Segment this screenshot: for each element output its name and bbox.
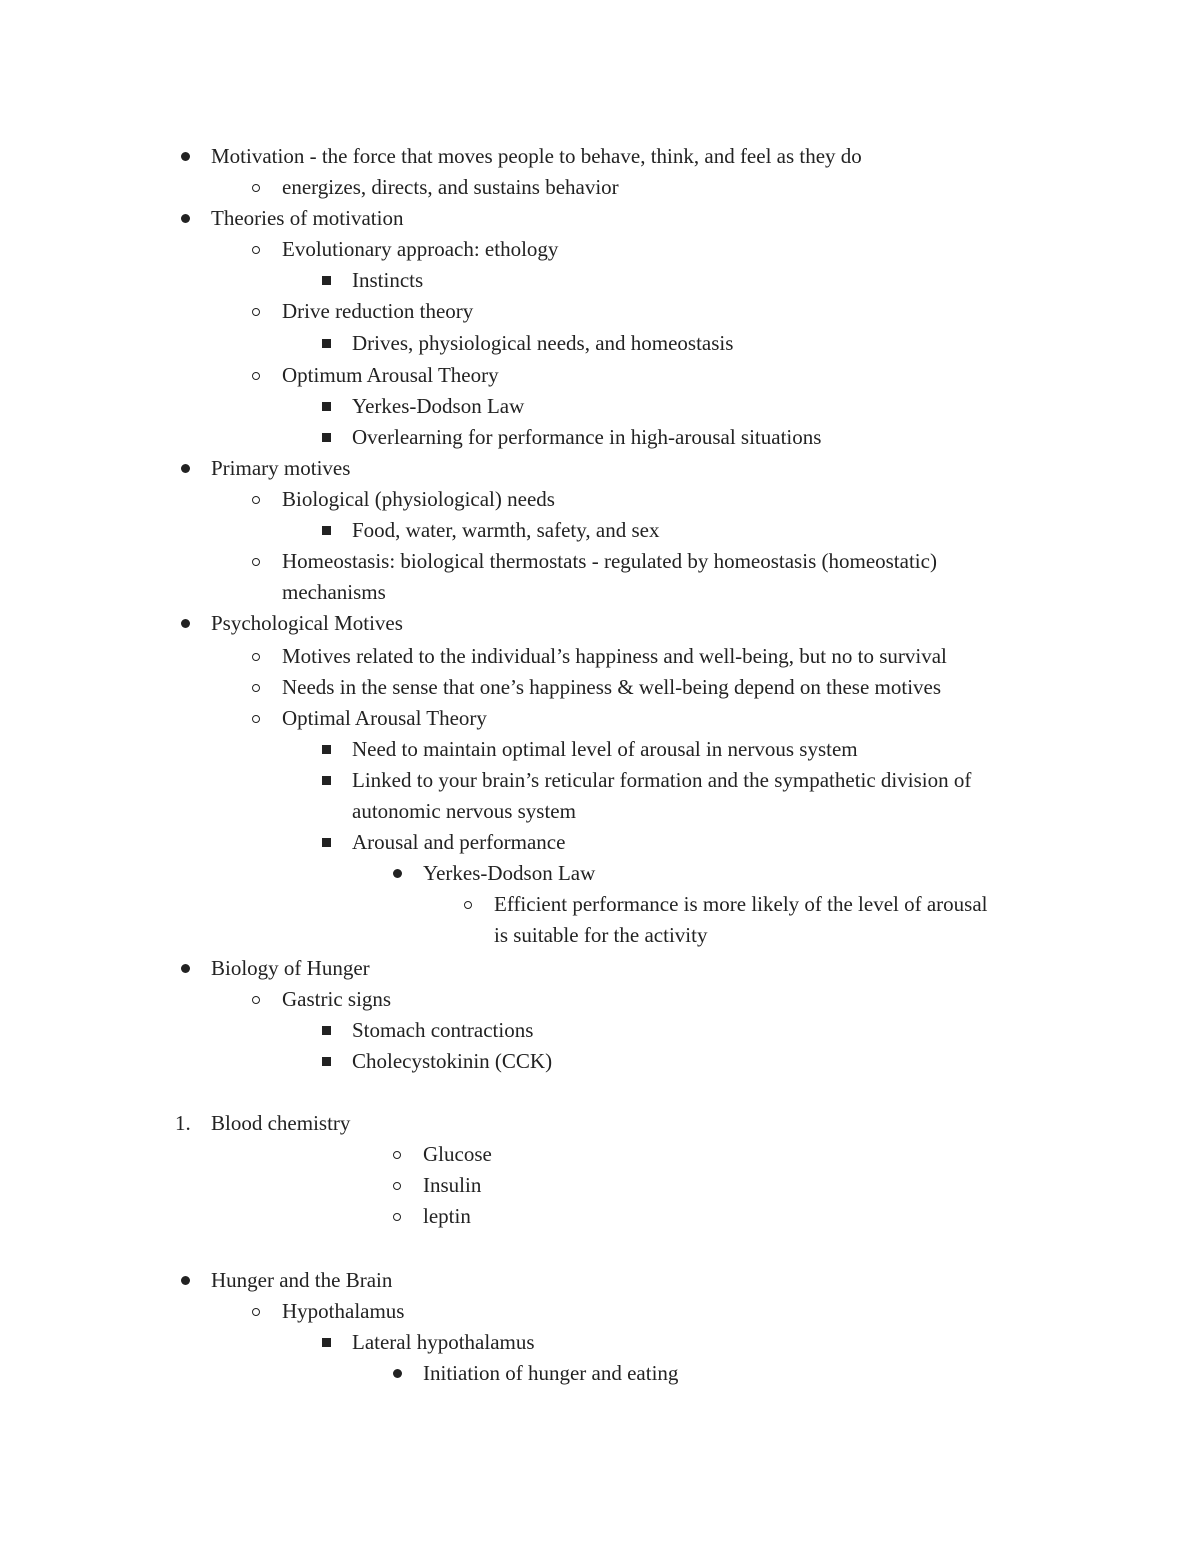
outline-text: Insulin — [423, 1173, 482, 1197]
outline-text: leptin — [423, 1204, 471, 1228]
bullet-dot-icon — [175, 203, 195, 234]
bullet-dot-icon — [387, 1358, 407, 1389]
outline-text: Drive reduction theory — [282, 299, 474, 323]
bullet-square-icon — [316, 265, 336, 296]
bullet-circle-icon — [246, 984, 266, 1015]
outline-text: Lateral hypothalamus — [352, 1330, 535, 1354]
outline-text: Primary motives — [211, 456, 351, 480]
bullet-circle-icon — [246, 484, 266, 515]
outline-text: autonomic nervous system — [352, 799, 576, 823]
bullet-circle-icon — [246, 234, 266, 265]
bullet-dot-icon — [387, 858, 407, 889]
outline-text: Needs in the sense that one’s happiness & well-being depend on these motives — [282, 675, 942, 699]
outline-text: Cholecystokinin (CCK) — [352, 1049, 553, 1073]
bullet-square-icon — [316, 1046, 336, 1077]
bullet-circle-icon — [246, 360, 266, 391]
bullet-square-icon — [316, 1327, 336, 1358]
bullet-dot-icon — [175, 141, 195, 172]
outline-text: Biological (physiological) needs — [282, 487, 555, 511]
outline-text: Initiation of hunger and eating — [423, 1361, 679, 1385]
bullet-square-icon — [316, 827, 336, 858]
bullet-circle-icon — [246, 1296, 266, 1327]
bullet-dot-icon — [175, 1265, 195, 1296]
outline-text: Motivation - the force that moves people to behave, think, and feel as they do — [211, 144, 862, 168]
outline-text: Efficient performance is more likely of the level of arousal — [494, 892, 988, 916]
outline-text: Gastric signs — [282, 987, 392, 1011]
bullet-circle-icon — [246, 546, 266, 577]
outline-text: Biology of Hunger — [211, 956, 370, 980]
bullet-square-icon — [316, 765, 336, 796]
outline-text: Overlearning for performance in high-arousal situations — [352, 425, 822, 449]
bullet-circle-icon — [458, 889, 478, 920]
outline-text: Homeostasis: biological thermostats - regulated by homeostasis (homeostatic) — [282, 549, 937, 573]
outline-text: Optimum Arousal Theory — [282, 363, 499, 387]
outline-text: Linked to your brain’s reticular formation and the sympathetic division of — [352, 768, 972, 792]
bullet-circle-icon — [246, 172, 266, 203]
bullet-circle-icon — [246, 703, 266, 734]
outline-text: Hypothalamus — [282, 1299, 405, 1323]
outline-text: Evolutionary approach: ethology — [282, 237, 559, 261]
bullet-circle-icon — [387, 1170, 407, 1201]
outline-text: Hunger and the Brain — [211, 1268, 393, 1292]
outline-text: Theories of motivation — [211, 206, 404, 230]
bullet-square-icon — [316, 734, 336, 765]
bullet-square-icon — [316, 391, 336, 422]
outline-text: Drives, physiological needs, and homeostasis — [352, 331, 734, 355]
outline-text: is suitable for the activity — [494, 923, 708, 947]
bullet-dot-icon — [175, 453, 195, 484]
outline-text: Motives related to the individual’s happiness and well-being, but no to survival — [282, 644, 947, 668]
outline-text: Glucose — [423, 1142, 492, 1166]
bullet-dot-icon — [175, 608, 195, 639]
bullet-circle-icon — [387, 1201, 407, 1232]
outline-text: Need to maintain optimal level of arousal in nervous system — [352, 737, 858, 761]
bullet-square-icon — [316, 422, 336, 453]
outline-text: mechanisms — [282, 580, 386, 604]
outline-text: energizes, directs, and sustains behavior — [282, 175, 619, 199]
bullet-circle-icon — [246, 672, 266, 703]
outline-text: Stomach contractions — [352, 1018, 534, 1042]
bullet-circle-icon — [387, 1139, 407, 1170]
bullet-square-icon — [316, 1015, 336, 1046]
outline-text: Yerkes-Dodson Law — [352, 394, 525, 418]
outline-text: Arousal and performance — [352, 830, 566, 854]
outline-text: Blood chemistry — [211, 1111, 351, 1135]
bullet-dot-icon — [175, 953, 195, 984]
outline-text: Food, water, warmth, safety, and sex — [352, 518, 660, 542]
outline-text: Psychological Motives — [211, 611, 403, 635]
outline-text: Yerkes-Dodson Law — [423, 861, 596, 885]
outline-text: Instincts — [352, 268, 424, 292]
bullet-circle-icon — [246, 641, 266, 672]
outline-text: Optimal Arousal Theory — [282, 706, 487, 730]
bullet-square-icon — [316, 515, 336, 546]
bullet-circle-icon — [246, 296, 266, 327]
bullet-square-icon — [316, 328, 336, 359]
list-number: 1. — [175, 1111, 191, 1135]
